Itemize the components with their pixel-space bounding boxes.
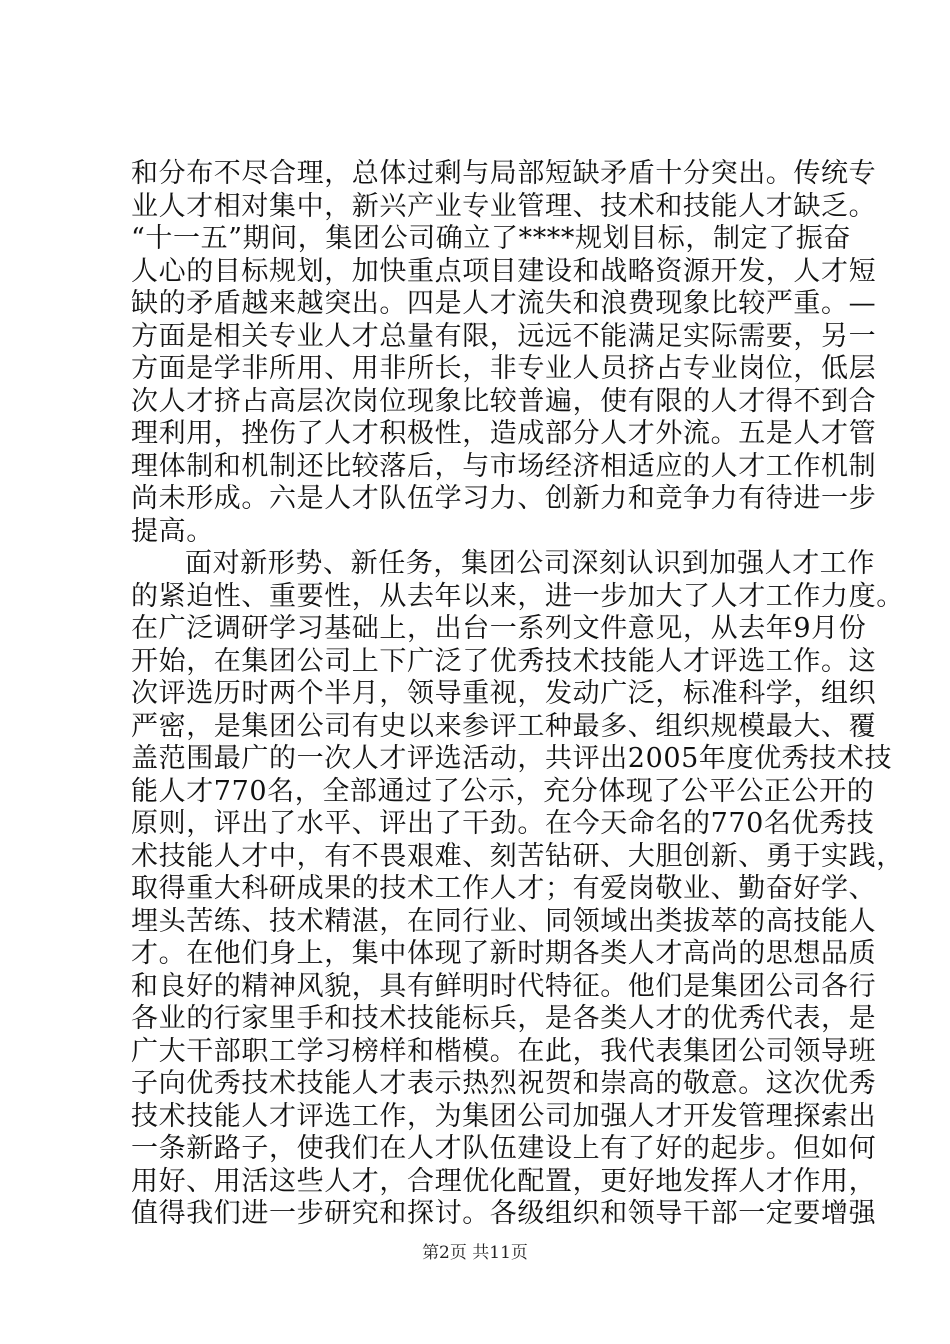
text-line: 次评选历时两个半月，领导重视，发动广泛，标准科学，组织 [131,678,877,709]
text-line: 取得重大科研成果的技术工作人才；有爱岗敬业、勤奋好学、 [131,873,877,904]
paragraph-start-line: 面对新形势、新任务，集团公司深刻认识到加强人才工作 [185,548,875,579]
text-line: 人心的目标规划，加快重点项目建设和战略资源开发，人才短 [131,255,877,287]
text-line: 在广泛调研学习基础上，出台一系列文件意见，从去年9月份 [131,613,867,644]
text-line: 尚未形成。六是人才队伍学习力、创新力和竞争力有待进一步 [131,483,877,514]
text-line: 和良好的精神风貌，具有鲜明时代特征。他们是集团公司各行 [131,970,877,1002]
page-number-footer: 第2页 共11页 [422,1243,528,1263]
text-line: 能人才770名，全部通过了公示，充分体现了公平公正公开的 [131,775,875,807]
text-line: 值得我们进一步研究和探讨。各级组织和领导干部一定要增强 [131,1198,877,1229]
text-line: 严密，是集团公司有史以来参评工种最多、组织规模最大、覆 [131,710,877,742]
text-line: 理利用，挫伤了人才积极性，造成部分人才外流。五是人才管 [131,418,877,449]
text-line: 各业的行家里手和技术技能标兵，是各类人才的优秀代表，是 [131,1003,877,1034]
text-line: 业人才相对集中，新兴产业专业管理、技术和技能人才缺乏。 [131,190,877,222]
text-line: 埋头苦练、技术精湛，在同行业、同领域出类拔萃的高技能人 [131,905,877,937]
text-line: 提高。 [131,515,214,547]
text-line: 和分布不尽合理，总体过剩与局部短缺矛盾十分突出。传统专 [131,158,877,189]
text-line: 缺的矛盾越来越突出。四是人才流失和浪费现象比较严重。— [131,288,877,319]
text-line: 广大干部职工学习榜样和楷模。在此，我代表集团公司领导班 [131,1035,877,1067]
text-line: “十一五”期间，集团公司确立了****规划目标，制定了振奋 [131,223,852,254]
body-text [131,158,904,1231]
text-line: 原则，评出了水平、评出了干劲。在今天命名的770名优秀技 [131,808,875,839]
text-line: 用好、用活这些人才，合理优化配置，更好地发挥人才作用， [131,1165,877,1197]
text-line: 次人才挤占高层次岗位现象比较普遍，使有限的人才得不到合 [131,385,877,417]
text-line: 术技能人才中，有不畏艰难、刻苦钻研、大胆创新、勇于实践， [131,840,904,872]
text-line: 开始，在集团公司上下广泛了优秀技术技能人才评选工作。这 [131,645,877,677]
text-line: 方面是学非所用、用非所长，非专业人员挤占专业岗位，低层 [131,353,877,384]
text-line: 方面是相关专业人才总量有限，远远不能满足实际需要，另一 [131,320,877,352]
text-line: 盖范围最广的一次人才评选活动，共评出2005年度优秀技术技 [131,743,893,774]
text-line: 子向优秀技术技能人才表示热烈祝贺和崇高的敬意。这次优秀 [131,1068,877,1099]
text-line: 才。在他们身上，集中体现了新时期各类人才高尚的思想品质 [131,938,877,969]
text-line: 理体制和机制还比较落后，与市场经济相适应的人才工作机制 [131,450,877,482]
text-line: 的紧迫性、重要性，从去年以来，进一步加大了人才工作力度。 [131,580,904,612]
text-line: 一条新路子，使我们在人才队伍建设上有了好的起步。但如何 [131,1133,877,1164]
text-line: 技术技能人才评选工作，为集团公司加强人才开发管理探索出 [131,1100,877,1132]
